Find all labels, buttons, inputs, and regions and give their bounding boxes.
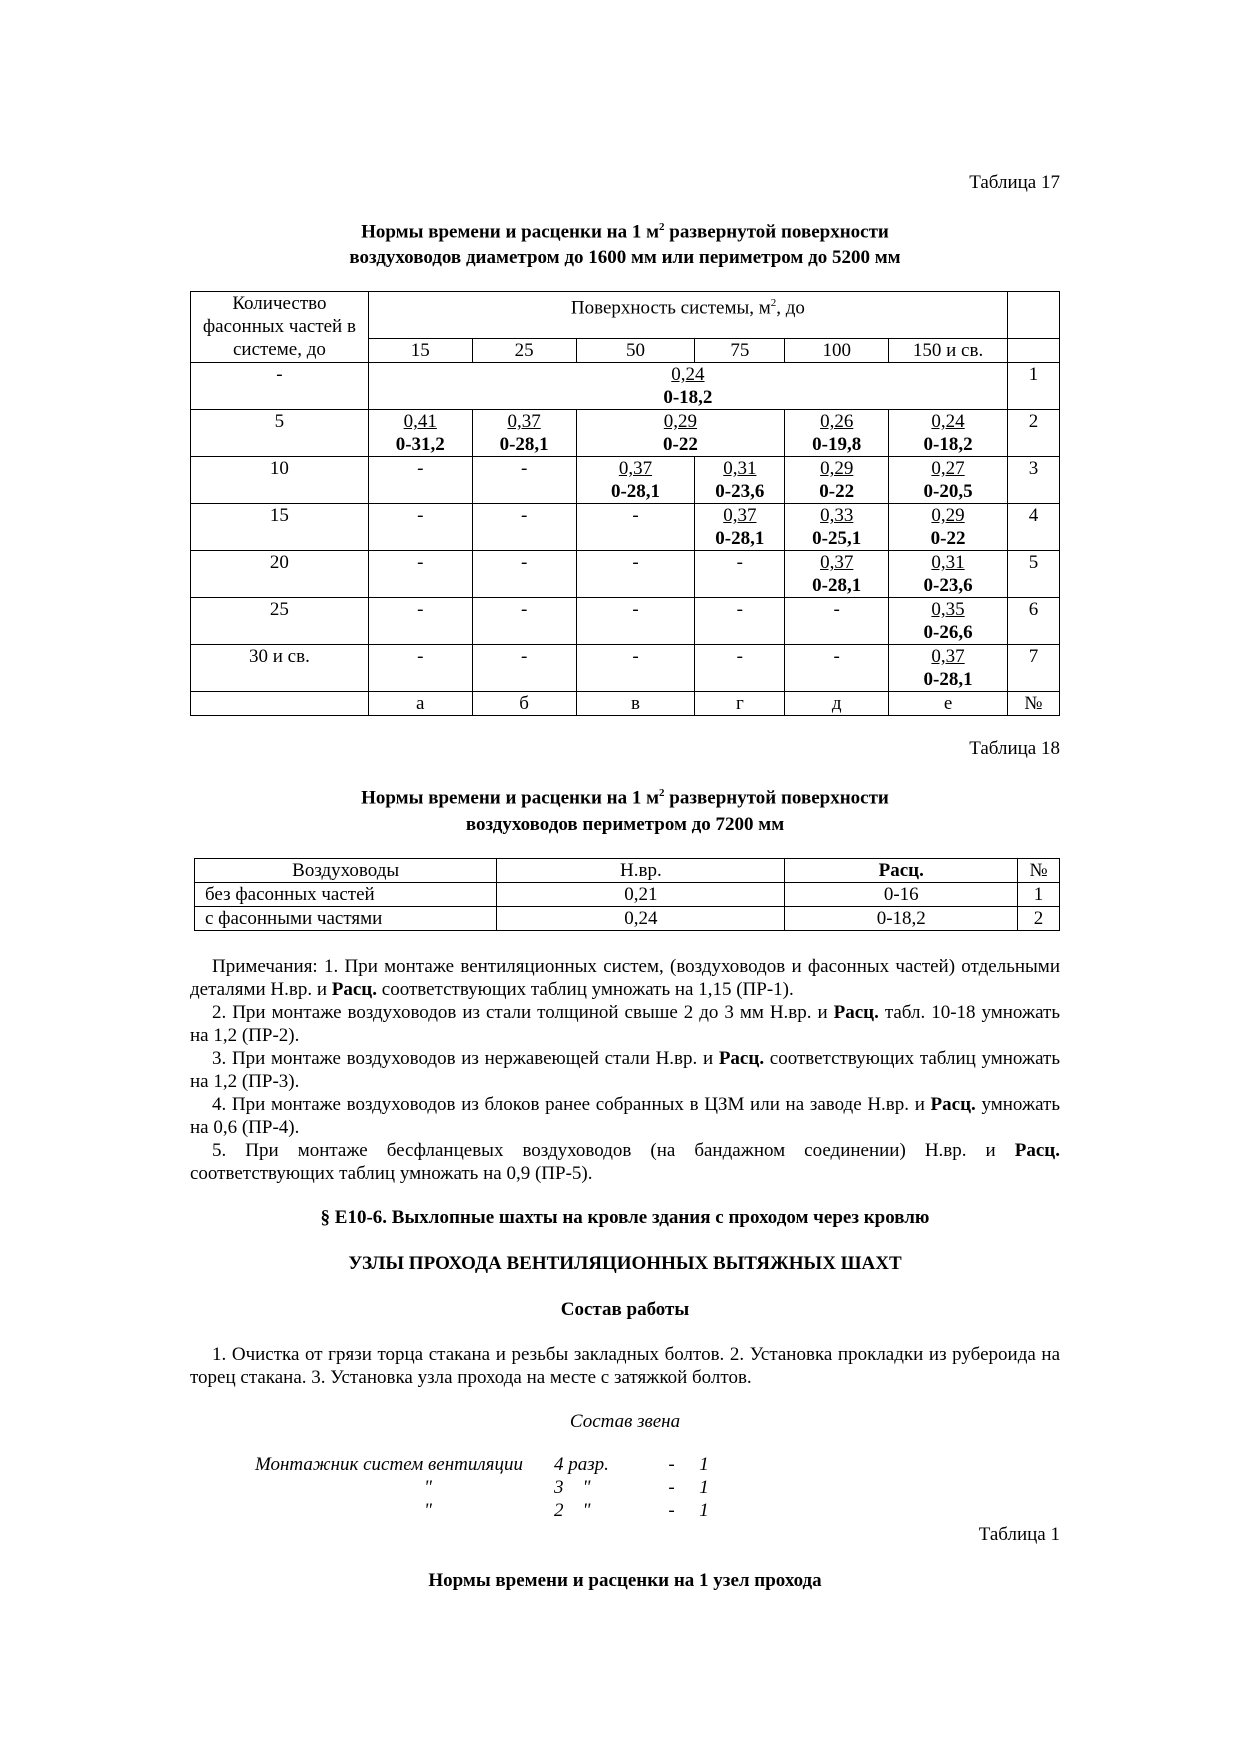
note-1: Примечания: 1. При монтаже вентиляционных систем, (воздуховодов и фасонных частей) отдельными деталями Н.вр. и Расц. соответствующих таблиц умножать на 1,15 (ПР-1). bbox=[190, 955, 1060, 1000]
table-row: 30 и св. - - - - - 0,37 0-28,1 7 bbox=[191, 645, 1060, 692]
note-3: 3. При монтаже воздуховодов из нержавеющей стали Н.вр. и Расц. соответствующих таблиц умножать на 1,2 (ПР-3). bbox=[190, 1047, 1060, 1092]
table18: Воздуховоды Н.вр. Расц. № без фасонных частей 0,21 0-16 1 с фасонными частями 0,24 0-18,2 2 bbox=[194, 858, 1060, 931]
crew-list bbox=[190, 1453, 1060, 1522]
section-subheading: УЗЛЫ ПРОХОДА ВЕНТИЛЯЦИОННЫХ ВЫТЯЖНЫХ ШАХТ bbox=[348, 1252, 902, 1274]
table-row: с фасонными частями 0,24 0-18,2 2 bbox=[195, 906, 1060, 930]
table1-label: Таблица 1 bbox=[978, 1523, 1060, 1545]
col-header: 15 bbox=[368, 339, 472, 363]
table-row: 10 - - 0,37 0-28,1 0,31 0-23,6 0,29 0-22 0,27 0-20,5 3 bbox=[191, 457, 1060, 504]
crew-title: Состав звена bbox=[569, 1410, 681, 1432]
crew-row: " 2 " - 1 bbox=[424, 1499, 709, 1521]
table-row: 20 - - - - 0,37 0-28,1 0,31 0-23,6 5 bbox=[191, 551, 1060, 598]
header-surface: Поверхность системы, $м^2$, до bbox=[368, 292, 1007, 339]
document-page bbox=[190, 170, 1060, 1594]
work-title: Состав работы bbox=[560, 1298, 690, 1320]
note-4: 4. При монтаже воздуховодов из блоков ранее собранных в ЦЗМ или на заводе Н.вр. и Расц. умножать на 0,6 (ПР-4). bbox=[190, 1093, 1060, 1138]
col-header: 25 bbox=[472, 339, 576, 363]
table18-title: Нормы времени и расценки на 1 $м^2$ развернутой поверхности воздуховодов периметром до 7200 мм bbox=[361, 787, 889, 835]
table17 bbox=[190, 291, 1060, 716]
col-header: 150 и св. bbox=[889, 339, 1008, 363]
header-empty bbox=[1007, 292, 1059, 339]
col-header-empty bbox=[1007, 339, 1059, 363]
crew-row: " 3 " - 1 bbox=[424, 1476, 709, 1498]
col-header: 75 bbox=[695, 339, 785, 363]
crew-row: Монтажник систем вентиляции 4 разр. - 1 bbox=[254, 1453, 709, 1475]
table-row: - 0,24 0-18,2 1 bbox=[191, 363, 1060, 410]
notes bbox=[190, 955, 1060, 1185]
note-2: 2. При монтаже воздуховодов из стали толщиной свыше 2 до 3 мм Н.вр. и Расц. табл. 10-18 умножать на 1,2 (ПР-2). bbox=[190, 1001, 1060, 1046]
table18-label: Таблица 18 bbox=[969, 738, 1060, 760]
work-description: 1. Очистка от грязи торца стакана и резьбы закладных болтов. 2. Установка прокладки из рубероида на торец стакана. 3. Установка узла прохода на месте с затяжкой болтов. bbox=[190, 1343, 1060, 1388]
section-heading: § Е10-6. Выхлопные шахты на кровле здания с проходом через кровлю bbox=[320, 1206, 930, 1228]
table1-title: Нормы времени и расценки на 1 узел прохода bbox=[428, 1569, 822, 1591]
table17-label: Таблица 17 bbox=[969, 172, 1060, 193]
table-footer-row: а б в г д е № bbox=[191, 692, 1060, 716]
note-5: 5. При монтаже бесфланцевых воздуховодов (на бандажном соединении) Н.вр. и Расц. соответствующих таблиц умножать на 0,9 (ПР-5). bbox=[190, 1139, 1060, 1184]
table-row: 5 0,41 0-31,2 0,37 0-28,1 0,29 0-22 0,26 0-19,8 0,24 0-18,2 2 bbox=[191, 410, 1060, 457]
table17-title: Нормы времени и расценки на 1 $м^2$ развернутой поверхности воздуховодов диаметром до 1600 мм или периметром до 5200 мм bbox=[349, 221, 901, 269]
col-header: 50 bbox=[576, 339, 695, 363]
table-row: 25 - - - - - 0,35 0-26,6 6 bbox=[191, 598, 1060, 645]
col-header: 100 bbox=[785, 339, 889, 363]
header-qty: Количество фасонных частей в системе, до bbox=[191, 292, 369, 363]
table-row: 15 - - - 0,37 0-28,1 0,33 0-25,1 0,29 0-22 4 bbox=[191, 504, 1060, 551]
table-row: без фасонных частей 0,21 0-16 1 bbox=[195, 882, 1060, 906]
